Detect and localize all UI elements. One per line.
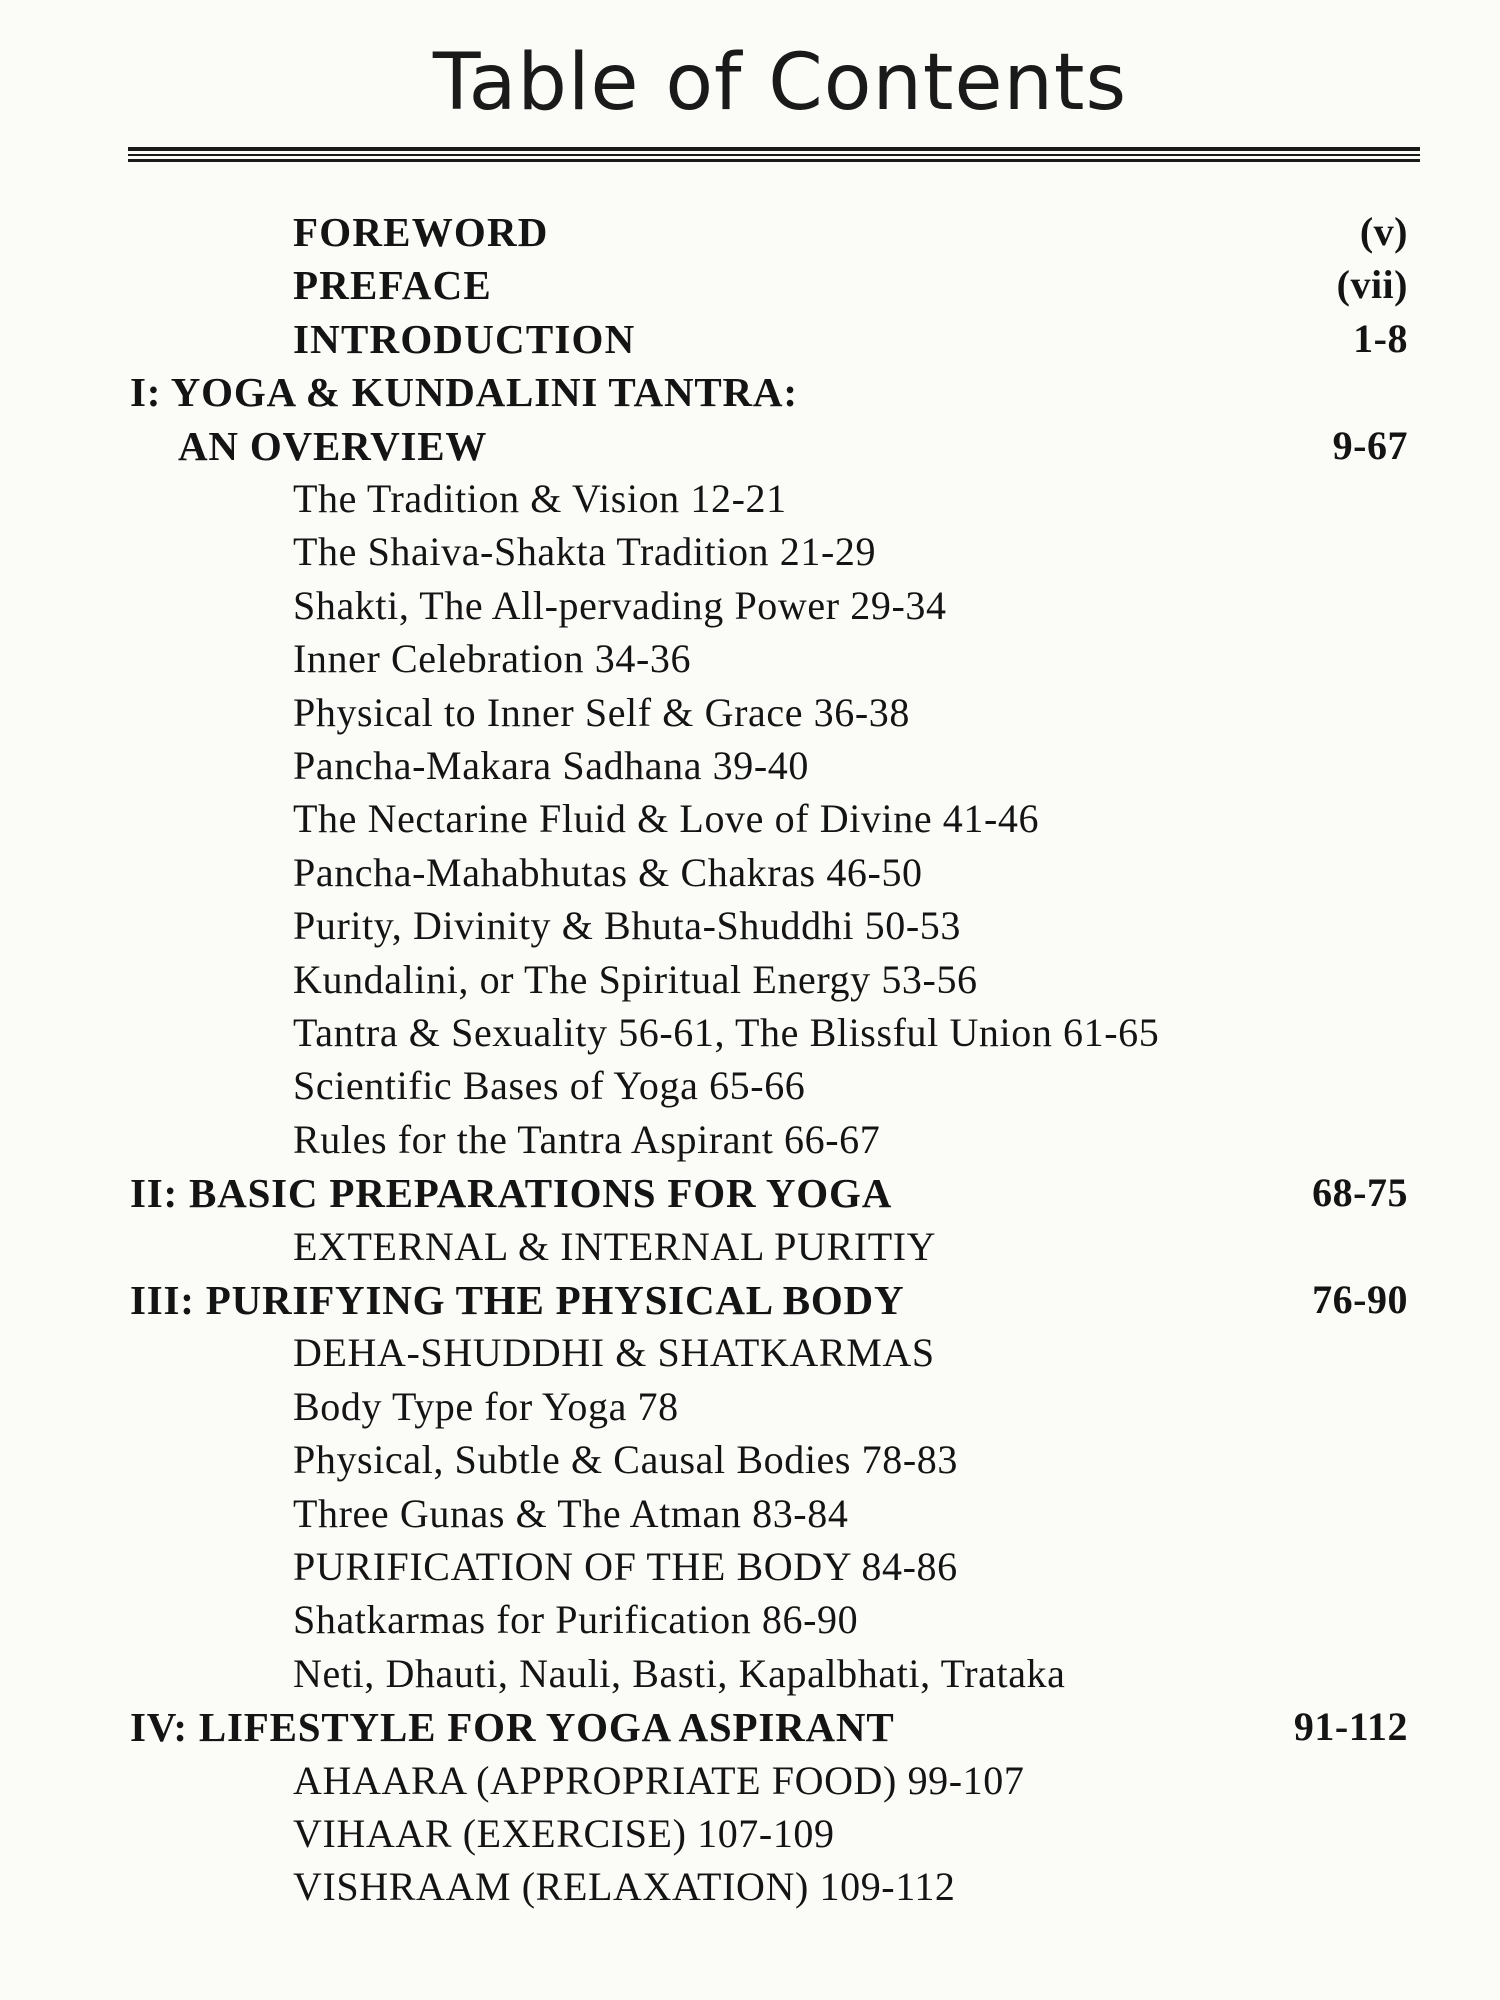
toc-entry (0, 473, 1500, 525)
toc-entry-title: INTRODUCTION (293, 316, 636, 362)
toc-entry (0, 259, 1500, 311)
toc-entry-title: I: YOGA & KUNDALINI TANTRA: (130, 369, 798, 415)
toc-entry-pages: 68-75 (1312, 1170, 1408, 1215)
toc-entry (0, 1701, 1500, 1753)
toc-entry (0, 687, 1500, 739)
toc-entry-title: III: PURIFYING THE PHYSICAL BODY (130, 1277, 905, 1323)
toc-entry-title: AN OVERVIEW (178, 423, 488, 469)
toc-entry-title: FOREWORD (293, 209, 549, 255)
toc-entry-title: Shakti, The All-pervading Power 29-34 (293, 583, 947, 628)
toc-entry (0, 900, 1500, 952)
toc-entry (0, 1327, 1500, 1379)
toc-entry (0, 1114, 1500, 1166)
toc-entry (0, 1594, 1500, 1646)
toc-entry (0, 1648, 1500, 1700)
toc-entry (0, 1060, 1500, 1112)
toc-entry (0, 1861, 1500, 1913)
toc-entry (0, 1434, 1500, 1486)
toc-entry (0, 1381, 1500, 1433)
toc-entry-pages: 76-90 (1312, 1277, 1408, 1322)
toc-entry (0, 420, 1500, 472)
toc-entry (0, 633, 1500, 685)
toc-entry (0, 1755, 1500, 1807)
toc-entry (0, 1488, 1500, 1540)
toc-entry (0, 526, 1500, 578)
toc-entry-title: VISHRAAM (RELAXATION) 109-112 (293, 1864, 956, 1909)
toc-entry-title: Body Type for Yoga 78 (293, 1384, 679, 1429)
toc-entry-title: AHAARA (APPROPRIATE FOOD) 99-107 (293, 1758, 1025, 1803)
toc-entry-title: The Tradition & Vision 12-21 (293, 476, 787, 521)
toc-entry-title: Purity, Divinity & Bhuta-Shuddhi 50-53 (293, 903, 961, 948)
toc-entry (0, 1808, 1500, 1860)
toc-entry-title: IV: LIFESTYLE FOR YOGA ASPIRANT (130, 1704, 895, 1750)
toc-entry-title: PREFACE (293, 262, 492, 308)
toc-entry (0, 1167, 1500, 1219)
toc-entry (0, 206, 1500, 258)
toc-entry (0, 847, 1500, 899)
toc-entry-title: DEHA-SHUDDHI & SHATKARMAS (293, 1330, 935, 1375)
toc-entry (0, 1274, 1500, 1326)
toc-entry-title: Three Gunas & The Atman 83-84 (293, 1491, 849, 1536)
toc-entry-pages: 1-8 (1353, 316, 1408, 361)
toc-entry-title: Physical to Inner Self & Grace 36-38 (293, 690, 910, 735)
toc-entry-title: II: BASIC PREPARATIONS FOR YOGA (130, 1170, 893, 1216)
toc-entry-title: The Shaiva-Shakta Tradition 21-29 (293, 529, 877, 574)
toc-entry (0, 954, 1500, 1006)
toc-entry-title: Pancha-Makara Sadhana 39-40 (293, 743, 810, 788)
page-title: Table of Contents (432, 38, 1128, 128)
toc-entry (0, 740, 1500, 792)
toc-entry-title: Inner Celebration 34-36 (293, 636, 692, 681)
toc-entry-title: Physical, Subtle & Causal Bodies 78-83 (293, 1437, 958, 1482)
toc-entry (0, 1541, 1500, 1593)
toc-entry-title: VIHAAR (EXERCISE) 107-109 (293, 1811, 835, 1856)
toc-entry-pages: (v) (1359, 209, 1408, 254)
toc-entry (0, 313, 1500, 365)
toc-entry-title: PURIFICATION OF THE BODY 84-86 (293, 1544, 958, 1589)
toc-entry-title: EXTERNAL & INTERNAL PURITIY (293, 1224, 937, 1269)
toc-entry (0, 1007, 1500, 1059)
toc-entry-title: Kundalini, or The Spiritual Energy 53-56 (293, 957, 978, 1002)
toc-entry-title: Shatkarmas for Purification 86-90 (293, 1597, 859, 1642)
toc-entry (0, 1221, 1500, 1273)
toc-entry (0, 793, 1500, 845)
toc-entry-title: Scientific Bases of Yoga 65-66 (293, 1063, 806, 1108)
toc-entry-title: Neti, Dhauti, Nauli, Basti, Kapalbhati, Trataka (293, 1651, 1066, 1696)
toc-entry-title: Pancha-Mahabhutas & Chakras 46-50 (293, 850, 923, 895)
toc-entry (0, 366, 1500, 418)
toc-entry-pages: 91-112 (1293, 1704, 1408, 1749)
toc-entry-pages: 9-67 (1332, 423, 1408, 468)
toc-entry-title: Rules for the Tantra Aspirant 66-67 (293, 1117, 881, 1162)
toc-entry (0, 580, 1500, 632)
toc-entry-title: The Nectarine Fluid & Love of Divine 41-46 (293, 796, 1040, 841)
toc-entry-pages: (vii) (1336, 262, 1408, 307)
toc-entry-title: Tantra & Sexuality 56-61, The Blissful Union 61-65 (293, 1010, 1160, 1055)
